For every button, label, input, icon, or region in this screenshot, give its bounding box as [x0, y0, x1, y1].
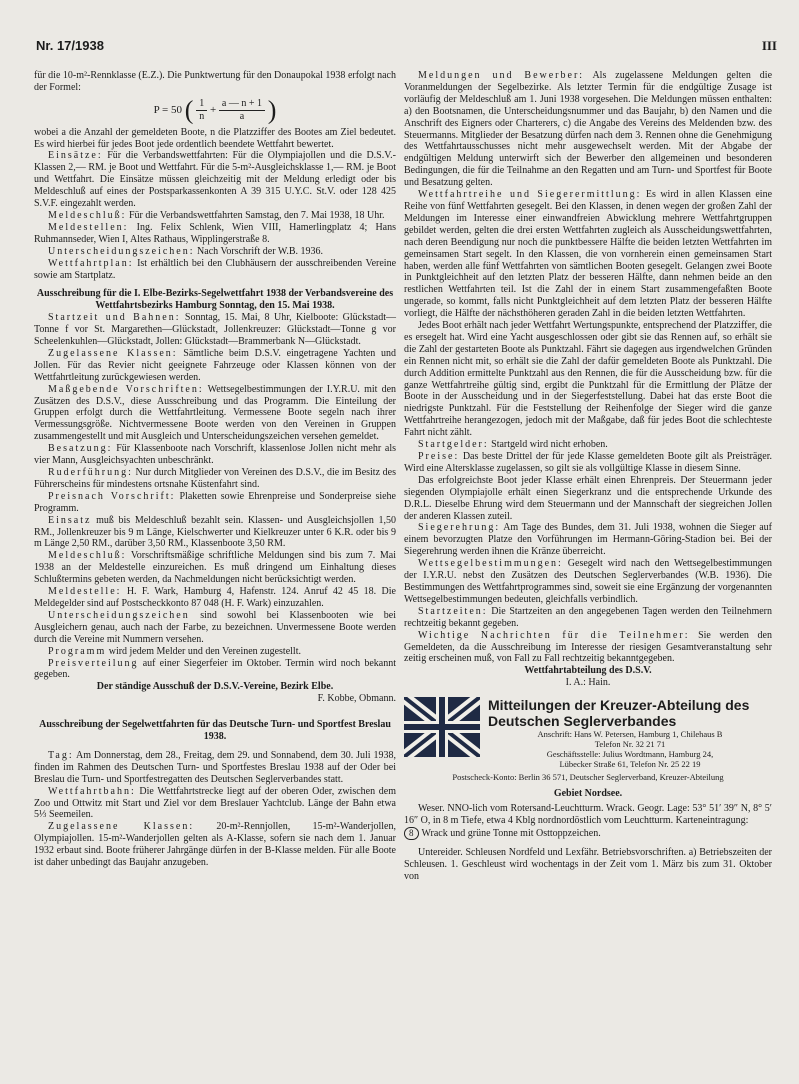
section-ruderfuehrung: Ruderführung: Nur durch Mitglieder von Vereinen des D.S.V., die im Besitz des Führerscheins für mindestens ortsnahe Küstenfahrt sind. [34, 467, 397, 490]
section-meldeschluss: Meldeschluß: Für die Verbandswettfahrten Samstag, den 7. Mai 1938, 18 Uhr. [48, 209, 385, 221]
formula-p: P = 50 [153, 103, 183, 116]
phone-line: Telefon Nr. 32 21 71 [594, 739, 666, 750]
section-wettfahrtplan: Wettfahrtplan: Ist erhältlich bei den Clubhäusern der ausschreibenden Vereine sowie am Startplatz. [34, 257, 397, 281]
section-meldungen: Meldungen und Bewerber: Als zugelassene Meldungen gelten die Voranmeldungen der Segelbezirke. Als letzter Termin für die endgültige Zusage ist vorläufig der Meldeschluß am 1. Juni 1938 vorgesehen. Die Meldungen müssen enthalten: a) den Bootsnamen, die Unterscheidungsnummer und das Baujahr, b) den Namen und die Anschrift des Eigners oder Charterers, c) die Angabe des Vereins des Meldenden bzw. des Steuermanns. Mitglieder der Besatzung dürfen nach dem 3. Rennen ohne die Genehmigung des Wettfahrtausschusses nicht mehr ausgewechselt werden. Mit der Abgabe der endgültigen Meldung unterwirft sich der Bewerber den allgemeinen und besonderen Bedingungen, die für die Teilnahme an den Regatten und am Turn- und Sportfest für Boote und Besatzung gelten. [404, 70, 773, 189]
region-heading: Gebiet Nordsee. [553, 788, 623, 800]
section-bahn: Wettfahrtbahn: Die Wettfahrtstrecke liegt auf der oberen Oder, zwischen dem Zoo und Ottwitz mit Start und Ziel vor dem Breslauer Yachtclub. Länge der Bahn etwa 5⅓ Seemeilen. [34, 785, 396, 821]
section-startzeiten: Startzeiten: Die Startzeiten an den angegebenen Tagen werden den Teilnehmern rechtzeitig bekannt gegeben. [404, 605, 773, 629]
postscheck-line: Postscheck-Konto: Berlin 36 571, Deutscher Seglerverband, Kreuzer-Abteilung [452, 772, 724, 783]
section-meldeschluss-2: Meldeschluß: Vorschriftsmäßige schriftliche Meldungen sind bis zum 7. Mai 1938 an der Meldestelle einzureichen. Es muß dringend um Einhaltung dieses Schlußtermins gebeten werden, da Nachmeldungen nicht berücksichtigt werden. [34, 550, 396, 586]
signature-name: F. Kobbe, Obmann. [317, 693, 396, 705]
left-column [34, 70, 396, 869]
marker-number: 8 [404, 827, 419, 840]
section-nachrichten: Wichtige Nachrichten für die Teilnehmer: Sie werden den Gemeldeten, da die Ausschreibung im Interesse der riesigen Gesamtveranstaltung sehr zeitig erscheinen muß, von Fall zu Fall rechtzeitig bekanntgegeben. [404, 629, 772, 665]
kreuzer-abteilung-box [404, 697, 772, 769]
heading-breslau: Ausschreibung der Segelwettfahrten für das Deutsche Turn- und Sportfest Breslau 1938. [39, 719, 391, 743]
signature-org: Wettfahrtabteilung des D.S.V. [524, 665, 652, 677]
heading-elbe: Ausschreibung für die I. Elbe-Bezirks-Segelwettfahrt 1938 der Verbandsvereine des Wettfahrtsbezirks Hamburg Sonntag, den 15. Mai 1938. [36, 288, 394, 312]
chart-entry: 8 Wrack und grüne Tonne mit Osttoppzeichen. [404, 827, 772, 840]
section-tag: Tag: Am Donnerstag, dem 28., Freitag, dem 29. und Sonnabend, dem 30. Juli 1938, finden im Rahmen des Deutschen Turn- und Sportfestes Breslau 1938 auf der Oder bei Breslau die Turn- und Sportfestregatten des Deutschen Seglerverbandes statt. [34, 749, 396, 785]
section-startgelder: Startgelder: Startgeld wird nicht erhoben. [418, 439, 608, 451]
section-massgebend: Maßgebende Vorschriften: Wettsegelbestimmungen der I.Y.R.U. mit den Zusätzen des D.S.V., diese Ausschreibung und das Programm. Die Einteilung der Gruppen erfolgt durch die Wettfahrtleitung. Vermessene Boote segeln nach ihrer Vermessungsgröße. Nichtvermessene Boote werden von den Vereinen in Gruppen zusammengestellt und mit Ausgleich und Unterscheidungszeichen versehen gemeldet. [34, 383, 397, 443]
section-programm: Programm wird jedem Melder und den Vereinen zugestellt. [48, 645, 301, 657]
club-flag-icon [404, 697, 480, 757]
fraction-2: $\frac{a — n + 1}{a}$ [219, 98, 265, 123]
address-line: Anschrift: Hans W. Petersen, Hamburg 1, Chilehaus B [537, 729, 723, 740]
section-startzeit: Startzeit und Bahnen: Sonntag, 15. Mai, 8 Uhr, Kielboote: Glückstadt—Tonne f vor St. Margarethen—Glückstadt, Jollenkreuzer: Glückstadt—Tonne g vor Scheelenkuhlen—Glückstadt, Jollen: Glückstadt—Brammerbank N—Glückstadt. [34, 312, 396, 348]
page-number: III [761, 38, 777, 53]
paragraph: für die 10-m²-Rennklasse (E.Z.). Die Punktwertung für den Donaupokal 1938 erfolgt nach der Formel: [34, 70, 396, 93]
section-zugelassen: Zugelassene Klassen: Sämtliche beim D.S.V. eingetragene Yachten und Jollen. Für das Revier nicht geeignete Fahrzeuge oder Klassen können von der Wettfahrtleitung zurückgewiesen werden. [34, 347, 396, 383]
notice-weser: Weser. NNO-lich vom Rotersand-Leuchtturm. Wrack. Geogr. Lage: 53° 51′ 39″ N, 8° 5′ 16″ O, in 8 m Tiefe, etwa 4 Kblg nordnordöstlich vom Leuchtturm. Karteneintragung: [404, 803, 772, 826]
box-title: Mitteilungen der Kreuzer-Abteilung des Deutschen Seglerverbandes [488, 697, 750, 730]
section-klassen: Zugelassene Klassen: 20-m²-Rennjollen, 15-m²-Wanderjollen, Olympiajollen. 15-m²-Wanderjollen gelten als A-Klasse, sofern sie nach dem 1. Januar 1932 erbaut sind. Boote früherer Jahrgänge dürfen in der B-Klasse melden. Für alle Boote ist daher unbedingt das Baujahr anzugeben. [34, 821, 396, 869]
plus-sign: + [209, 103, 217, 116]
paragraph: Jedes Boot erhält nach jeder Wettfahrt Wertungspunkte, entsprechend der Platzziffer, die es ersegelt hat. Wird eine Yacht ausgeschlossen oder gibt sie das Rennen auf, so erhält sie die Zahl der gestarteten Boote als Punktzahl. Fährt sie dagegen aus irgendwelchen Gründen ein Rennen nicht mit, so erhält sie die Zahl der dafür gemeldeten Boote als Punktzahl. Die durch Addition ermittelte Punktzahl aus den Rennen, die für die Ausscheidung bzw. für die ganze Wettfahrtreihe gültig sind, ergibt die Punktzahl für die Ermittlung der Plätze der Boote in der Ausscheidung und in der Siegerfeststellung. Dabei hat das erste Boot die niedrigste Punktzahl. Für die Feststellung der Reihenfolge der Sieger wird die ganze Wettfahrtreihe herangezogen, jedoch mit der Maßgabe, daß für jedes Boot die schlechteste Fahrt nicht zählt. [404, 320, 772, 439]
section-wettsegel: Wettsegelbestimmungen: Gesegelt wird nach den Wettsegelbestimmungen der I.Y.R.U. nebst den Zusätzen des Deutschen Seglerverbandes (W.B. 1936). Die Bestimmungen des Wettfahrtprogrammes sind, soweit sie eine Ergänzung der vorgenannten Wettsegelbestimmungen bedeuten, gleichfalls verbindlich. [404, 558, 773, 605]
signature-name: I. A.: Hain. [565, 677, 611, 689]
page-header [36, 38, 777, 54]
office-address-line: Lübecker Straße 61, Telefon Nr. 25 22 19 [559, 759, 701, 770]
section-meldestelle: Meldestelle: H. F. Wark, Hamburg 4, Hafenstr. 124. Anruf 42 45 18. Die Meldegelder sind auf Postscheckkonto 87 048 (H. F. Wark) einzuzahlen. [34, 586, 396, 609]
signature-org: Der ständige Ausschuß der D.S.V.-Vereine, Bezirk Elbe. [96, 681, 334, 693]
section-besatzung: Besatzung: Für Klassenboote nach Vorschrift, klassenlose Jollen nicht mehr als vier Mann, Ausgleichsyachten unbeschränkt. [34, 443, 397, 467]
section-unterscheidung: Unterscheidungszeichen: Nach Vorschrift der W.B. 1936. [48, 245, 324, 257]
paragraph: wobei a die Anzahl der gemeldeten Boote, n die Platzziffer des Bootes am Ziel bedeutet. Es wird hierbei für jedes Boot jede ordentlich beendete Wettfahrt bewertet. [34, 126, 396, 150]
section-preise: Preise: Das beste Drittel der für jede Klasse gemeldeten Boote gilt als Preisträger. Wird eine Altersklasse zugelassen, so gilt sie als vollgültige Klasse in diesem Sinne. [404, 451, 773, 474]
section-unterscheidung-2: Unterscheidungszeichen sind sowohl bei Klassenbooten wie bei Ausgleichern genau, auch nach der Farbe, zu bezeichnen. Unvermessene Boote werden durch die Vereine mit Nummern versehen. [34, 609, 397, 645]
section-einsaetze: Einsätze: Für die Verbandswettfahrten: Für die Olympiajollen und die D.S.V.-Klassen 2,— RM. je Boot und Wettfahrt. Für die 5-m²-Ausgleichsklasse 1,— RM. je Boot und Wettfahrt. Die Einsätze müssen gleichzeitig mit der Meldung erledigt oder bis Meldeschluß auf eines der Postsparkassenkonten A 39 315 U.Y.C. St.V. oder 128 425 S.V.F. eingezahlt werden. [34, 150, 397, 210]
office-line: Geschäftsstelle: Julius Wordtmann, Hamburg 24, [546, 749, 714, 760]
paragraph: Das erfolgreichste Boot jeder Klasse erhält einen Ehrenpreis. Der Steuermann jeder siegenden Olympiajolle erhält einen Siegerkranz und die entsprechende Urkunde des D.R.L. Dieselbe Ehrung wird dem Steuermann und der Mannschaft der siegreichen Jollen der anderen Klassen zuteil. [404, 474, 772, 522]
paren-close: ) [267, 95, 277, 125]
right-column [404, 70, 772, 883]
section-meldestellen: Meldestellen: Ing. Felix Schlenk, Wien VIII, Hamerlingplatz 4; Hans Ruhmannseder, Wien I, Altes Rathaus, Wipplingerstraße 8. [34, 221, 396, 245]
fraction-1: $\frac{1}{n}$ [196, 98, 207, 123]
notice-untereider: Untereider. Schleusen Nordfeld und Lexfähr. Betriebsvorschriften. a) Betriebszeiten der Schleusen. 1. Geschleust wird wochentags in der Zeit vom 1. März bis zum 31. Oktober von [404, 846, 772, 882]
section-preise: Preisnach Vorschrift: Plaketten sowie Ehrenpreise und Sonderpreise siehe Programm. [34, 490, 396, 514]
formula [34, 95, 396, 125]
section-siegerehrung: Siegerehrung: Am Tage des Bundes, dem 31. Juli 1938, wohnen die Sieger auf einem bevorzugten Platze den Vorführungen im Hermann-Göring-Stadion bei. Bei der Siegerehrung werden ihnen die Kränze überreicht. [404, 522, 772, 558]
section-wettfahrtreihe: Wettfahrtreihe und Siegerermittlung: Es wird in allen Klassen eine Reihe von fünf Wettfahrten gesegelt. Bei den Klassen, in denen wegen der großen Zahl der Meldungen im Interesse einer einwandfreien Abwicklung mehrere Wettfahrtgruppen gebildet werden, gelten die drei ersten Wettfahrten zugleich als Ausscheidungswettfahrten, nach deren Beendigung nur noch die punktbessere Hälfte die beiden letzten Wettfahrten im gemeinsamen Start segelt. In den Klassen, die von vornherein einen gemeinsamen Start haben, werden alle fünf Wettfahrten von sämtlichen Booten gesegelt. Gelangen zwei Boote in Punktgleichheit auf den letzten Platz der besseren Hälfte, dann nehmen beide an den restlichen Wettfahrten teil. Ist die Zahl der in einem Start zusammengefaßten Boote ungerade, so kommt, falls nicht Punktgleichheit auf dem letzten Platz der besseren Hälfte vorliegt, die Hälfte der nächsthöheren geraden Zahl in die beiden letzten Wettfahrten. [404, 189, 773, 320]
paren-open: ( [184, 95, 194, 125]
issue-number: Nr. 17/1938 [36, 38, 104, 53]
section-einsatz: Einsatz muß bis Meldeschluß bezahlt sein. Klassen- und Ausgleichsjollen 1,50 RM., Jollenkreuzer bis 9 m Länge, Kielschwerter und Kielkreuzer unter 6 K.R. oder bis 9 m Länge 2,50 RM., darüber 3,50 RM., Klassenboote 3,50 RM. [34, 514, 397, 550]
section-preisverteilung: Preisverteilung auf einer Siegerfeier im Oktober. Termin wird noch bekannt gegeben. [34, 657, 397, 681]
